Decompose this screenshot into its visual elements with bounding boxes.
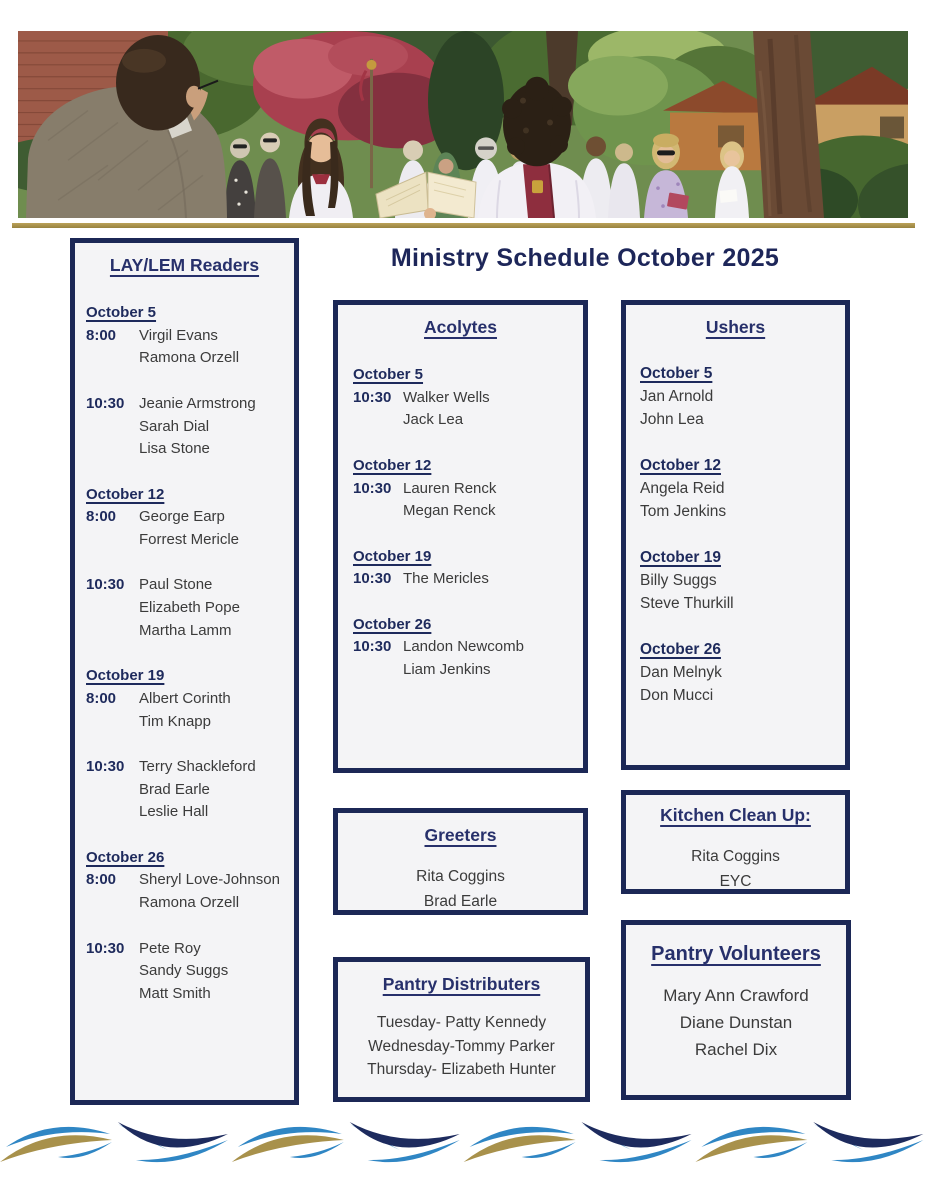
person-name: Diane Dunstan (679, 1013, 793, 1032)
person-name: Elizabeth Pope (139, 599, 240, 617)
time-label: 8:00 (86, 871, 117, 889)
wave-footer-decoration (0, 1112, 927, 1170)
person-name: Dan Melnyk (640, 664, 722, 681)
names-column (139, 325, 239, 370)
person-name: Albert Corinth (139, 689, 231, 707)
time-label: 10:30 (353, 570, 392, 588)
wave-motifs (0, 1112, 927, 1170)
person-name: Ramona Orzell (139, 349, 240, 367)
pantry-volunteers-title: Pantry Volunteers (651, 943, 821, 965)
time-label: 8:00 (86, 508, 117, 526)
time-label: 10:30 (353, 388, 392, 406)
date-heading: October 19 (86, 667, 165, 685)
person-name: Forrest Mericle (139, 531, 240, 548)
person-name: Brad Earle (423, 893, 498, 910)
person-name: Tuesday- Patty Kennedy (376, 1014, 547, 1031)
gold-divider-line (12, 223, 915, 228)
date-heading: October 26 (353, 615, 432, 633)
person-name: Lisa Stone (139, 440, 210, 458)
banner-photo-illustration (18, 31, 908, 218)
time-label: 10:30 (86, 394, 125, 412)
person-name: Terry Shackleford (139, 757, 256, 775)
schedule-group (640, 454, 845, 523)
names-column (139, 869, 280, 914)
person-name: Tom Jenkins (640, 503, 727, 520)
person-name: Landon Newcomb (403, 638, 524, 656)
schedule-group (353, 546, 579, 591)
schedule-group (353, 455, 579, 523)
schedule-slot (353, 478, 579, 523)
names-column (403, 636, 524, 681)
person-name: Martha Lamm (139, 621, 232, 639)
schedule-group (86, 665, 290, 824)
acolytes-title: Acolytes (424, 317, 497, 337)
person-name: Lauren Renck (403, 479, 497, 497)
person-name: Angela Reid (640, 480, 725, 497)
schedule-slot (353, 387, 579, 432)
names-column (403, 478, 496, 523)
pantry-distributers-list (338, 1011, 585, 1082)
schedule-group (86, 484, 290, 643)
greeters-list (338, 864, 583, 914)
time-label: 10:30 (353, 479, 392, 497)
lay-lem-readers-title: LAY/LEM Readers (109, 255, 260, 275)
acolytes-schedule (338, 364, 583, 682)
person-name: Brad Earle (139, 780, 210, 798)
person-name: Wednesday-Tommy Parker (368, 1037, 555, 1055)
section-greeters (333, 808, 588, 915)
schedule-slot (86, 506, 290, 551)
names-column (139, 393, 256, 461)
person-name: EYC (719, 873, 752, 890)
schedule-group (86, 302, 290, 461)
section-lay-lem-readers (70, 238, 299, 1105)
person-name: Sarah Dial (139, 417, 210, 435)
kitchen-clean-up-title: Kitchen Clean Up: (660, 805, 811, 825)
schedule-slot (353, 636, 579, 681)
person-name: Tim Knapp (139, 712, 211, 730)
person-name: Megan Renck (403, 502, 496, 520)
names-column (403, 568, 489, 591)
names-column (139, 574, 240, 642)
person-name: Virgil Evans (139, 326, 218, 344)
schedule-slot (86, 325, 290, 370)
time-label: 8:00 (86, 326, 117, 344)
ushers-schedule (626, 362, 845, 707)
schedule-slot (86, 688, 290, 733)
schedule-group (640, 546, 845, 615)
person-name: Steve Thurkill (640, 595, 734, 612)
person-name: Rita Coggins (416, 868, 505, 885)
schedule-group (353, 614, 579, 682)
schedule-group (640, 362, 845, 431)
schedule-group (86, 847, 290, 1006)
schedule-slot (353, 568, 579, 591)
time-label: 8:00 (86, 689, 117, 707)
date-heading: October 12 (640, 457, 721, 474)
person-name: Don Mucci (640, 687, 714, 704)
section-ushers (621, 300, 850, 770)
names-column (139, 688, 231, 733)
page-title: Ministry Schedule October 2025 (390, 244, 780, 272)
banner-photo (18, 31, 908, 218)
person-name: Rita Coggins (691, 848, 780, 865)
time-label: 10:30 (86, 939, 125, 957)
person-name: Rachel Dix (694, 1040, 778, 1059)
names-column (403, 387, 490, 432)
person-name: Billy Suggs (640, 572, 717, 589)
person-name: Mary Ann Crawford (663, 986, 809, 1005)
person-name: Sandy Suggs (139, 962, 229, 980)
time-label: 10:30 (86, 576, 125, 594)
schedule-group (640, 638, 845, 707)
person-name: Leslie Hall (139, 803, 209, 821)
schedule-slot (86, 938, 290, 1006)
date-heading: October 12 (353, 456, 432, 474)
person-name: The Mericles (403, 570, 489, 588)
ushers-title: Ushers (705, 317, 766, 337)
date-heading: October 12 (86, 485, 165, 503)
date-heading: October 26 (86, 848, 165, 866)
date-heading: October 19 (640, 549, 721, 566)
person-name: Jan Arnold (640, 388, 714, 405)
schedule-slot (86, 393, 290, 461)
names-column (139, 756, 256, 824)
person-name: George Earp (139, 508, 225, 526)
section-kitchen-clean-up (621, 790, 850, 894)
date-heading: October 19 (353, 547, 432, 565)
person-name: John Lea (640, 411, 704, 428)
person-name: Liam Jenkins (403, 661, 491, 679)
person-name: Ramona Orzell (139, 894, 240, 912)
person-name: Pete Roy (139, 939, 201, 957)
person-name: Paul Stone (139, 576, 213, 594)
person-name: Walker Wells (403, 388, 490, 406)
schedule-slot (86, 574, 290, 642)
person-name: Jack Lea (403, 411, 464, 429)
time-label: 10:30 (86, 757, 125, 775)
date-heading: October 5 (353, 366, 424, 383)
names-column (139, 506, 239, 551)
pantry-distributers-title: Pantry Distributers (382, 974, 541, 994)
names-column (139, 938, 228, 1006)
time-label: 10:30 (353, 638, 392, 656)
person-name: Sheryl Love-Johnson (139, 871, 280, 889)
schedule-group (353, 364, 579, 432)
schedule-slot (86, 756, 290, 824)
pantry-volunteers-list (626, 982, 846, 1063)
date-heading: October 5 (86, 304, 157, 321)
section-pantry-distributers (333, 957, 590, 1102)
person-name: Matt Smith (139, 984, 211, 1002)
section-acolytes (333, 300, 588, 773)
lay-lem-readers-schedule (75, 302, 294, 1006)
section-pantry-volunteers (621, 920, 851, 1100)
date-heading: October 5 (640, 365, 713, 382)
schedule-slot (86, 869, 290, 914)
person-name: Thursday- Elizabeth Hunter (367, 1061, 556, 1078)
greeters-title: Greeters (424, 825, 497, 845)
date-heading: October 26 (640, 641, 721, 658)
kitchen-clean-up-list (626, 844, 845, 894)
person-name: Jeanie Armstrong (139, 394, 256, 412)
